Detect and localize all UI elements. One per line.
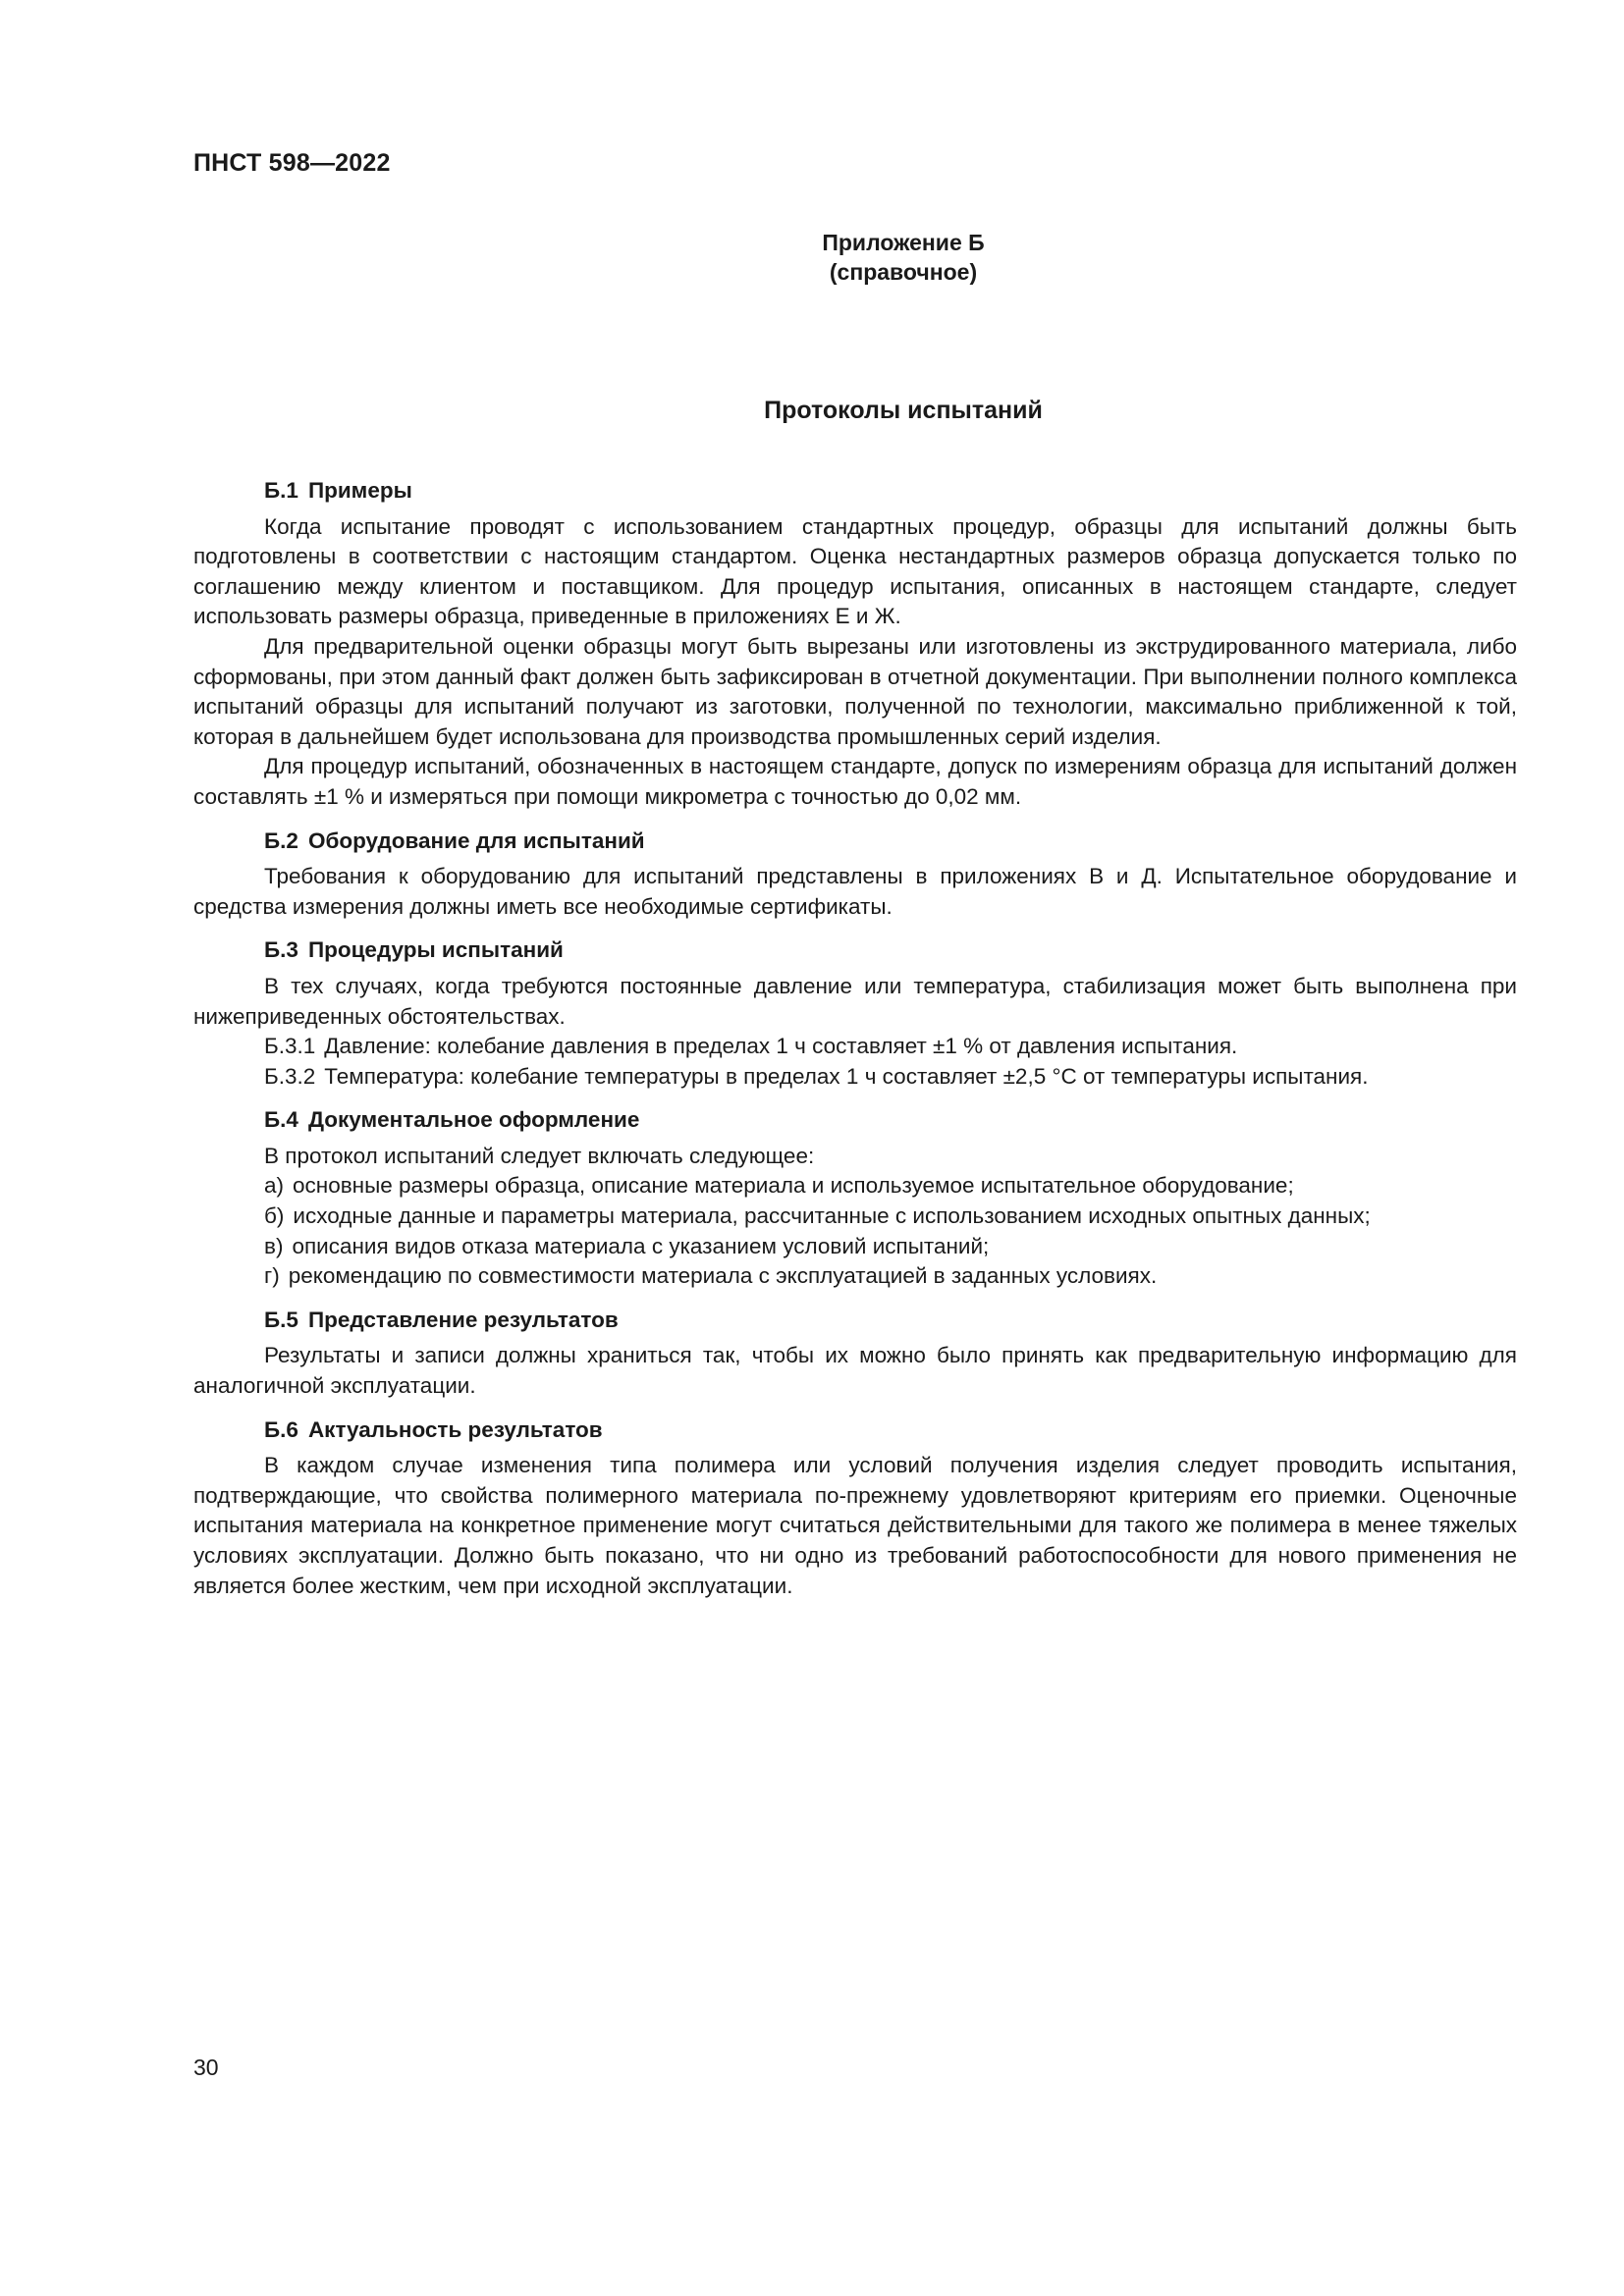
section-title: Примеры xyxy=(307,478,412,503)
item-text: рекомендацию по совместимости материала с эксплуатацией в заданных условиях. xyxy=(288,1263,1158,1289)
page-number: 30 xyxy=(193,2055,219,2080)
item-label: а) xyxy=(264,1173,285,1199)
paragraph: Требования к оборудованию для испытаний представлены в приложениях В и Д. Испытательное оборудование и средства измерения должны иметь все необходимые сертификаты. xyxy=(193,864,1517,919)
section-heading-b2 xyxy=(193,827,1517,857)
standard-code-header: ПНСТ 598—2022 xyxy=(193,149,391,177)
paragraph: В тех случаях, когда требуются постоянные давление или температура, стабилизация может быть выполнена при нижеприведенных обстоятельствах. xyxy=(193,973,1517,1029)
list-item xyxy=(193,1032,1517,1062)
section-heading-b5 xyxy=(193,1306,1517,1336)
section-heading-b4 xyxy=(193,1105,1517,1136)
section-title: Оборудование для испытаний xyxy=(307,828,645,853)
paragraph: Для предварительной оценки образцы могут быть вырезаны или изготовлены из экструдированного материала, либо сформованы, при этом данный факт должен быть зафиксирован в отчетной документации. При выполнении полного комплекса испытаний образцы для испытаний получают из заготовки, полученной по технологии, максимально приближенной к той, которая в дальнейшем будет использована для производства промышленных серий изделия. xyxy=(193,633,1517,749)
list-item xyxy=(193,1201,1517,1232)
item-text: Давление: колебание давления в пределах 1 ч составляет ±1 % от давления испытания. xyxy=(324,1034,1238,1059)
section-title: Представление результатов xyxy=(307,1307,619,1332)
paragraph: Результаты и записи должны храниться так, чтобы их можно было принять как предварительную информацию для аналогичной эксплуатации. xyxy=(193,1343,1517,1399)
list-item xyxy=(193,1062,1517,1093)
section-heading-b1 xyxy=(193,476,1517,507)
section-number: Б.5 xyxy=(264,1307,298,1332)
section-number: Б.2 xyxy=(264,828,298,853)
item-text: Температура: колебание температуры в пределах 1 ч составляет ±2,5 °С от температуры испытания. xyxy=(324,1063,1369,1089)
section-title: Документальное оформление xyxy=(307,1107,640,1133)
item-label: Б.3.1 xyxy=(264,1034,316,1059)
section-number: Б.6 xyxy=(264,1416,298,1442)
item-text: основные размеры образца, описание материала и используемое испытательное оборудование; xyxy=(293,1173,1294,1199)
list-item xyxy=(193,1171,1517,1201)
section-heading-b6 xyxy=(193,1415,1517,1446)
appendix-title: Приложение Б xyxy=(822,230,985,255)
list-item xyxy=(193,1261,1517,1292)
section-title: Актуальность результатов xyxy=(307,1416,603,1442)
item-label: в) xyxy=(264,1233,284,1258)
appendix-subtitle: (справочное) xyxy=(829,259,978,285)
item-label: Б.3.2 xyxy=(264,1063,316,1089)
paragraph: В каждом случае изменения типа полимера или условий получения изделия следует проводить испытания, подтверждающие, что свойства полимерного материала по-прежнему удовлетворяют критериям его приемки. Оценочные испытания материала на конкретное применение могут считаться действительными для такого же полимера в менее тяжелых условиях эксплуатации. Должно быть показано, что ни одно из требований работоспособности для нового применения не является более жестким, чем при исходной эксплуатации. xyxy=(193,1453,1517,1598)
paragraph: Когда испытание проводят с использованием стандартных процедур, образцы для испытаний должны быть подготовлены в соответствии с настоящим стандартом. Оценка нестандартных размеров образца допускается только по соглашению между клиентом и поставщиком. Для процедур испытания, описанных в настоящем стандарте, следует использовать размеры образца, приведенные в приложениях Е и Ж. xyxy=(193,513,1517,629)
item-text: описания видов отказа материала с указанием условий испытаний; xyxy=(292,1233,990,1258)
paragraph: Для процедур испытаний, обозначенных в настоящем стандарте, допуск по измерениям образца для испытаний должен составлять ±1 % и измеряться при помощи микрометра с точностью до 0,02 мм. xyxy=(193,754,1517,809)
section-number: Б.4 xyxy=(264,1107,298,1133)
section-heading-b3 xyxy=(193,935,1517,966)
page-title: Протоколы испытаний xyxy=(764,397,1043,424)
section-number: Б.3 xyxy=(264,937,298,963)
section-number: Б.1 xyxy=(264,478,298,503)
section-title: Процедуры испытаний xyxy=(307,937,564,963)
item-label: г) xyxy=(264,1263,280,1289)
item-label: б) xyxy=(264,1203,285,1229)
paragraph: В протокол испытаний следует включать следующее: xyxy=(264,1143,815,1168)
document-body xyxy=(193,476,1517,1601)
list-item xyxy=(193,1232,1517,1262)
item-text: исходные данные и параметры материала, рассчитанные с использованием исходных опытных данных; xyxy=(293,1203,1371,1229)
